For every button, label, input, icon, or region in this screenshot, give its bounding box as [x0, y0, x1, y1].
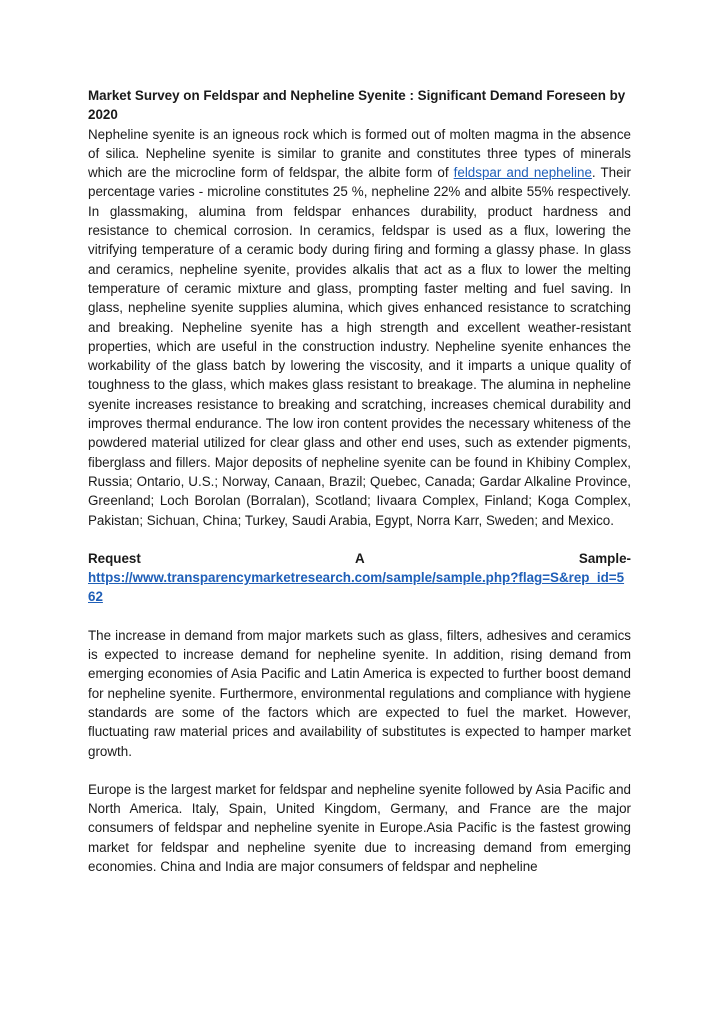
- document-title: Market Survey on Feldspar and Nepheline Syenite : Significant Demand Foreseen by 2020: [88, 88, 626, 123]
- intro-text-before-link: Nepheline syenite is an igneous rock which is formed out of molten magma in the absence of silica. Nepheline syenite is similar to granite and constitutes three types of minerals which are the microcline form of feldspar, the albite form of: [88, 126, 631, 181]
- paragraph-gap: [88, 530, 631, 549]
- paragraph-gap: [88, 761, 631, 780]
- document-page: [88, 86, 631, 876]
- intro-text-after-link: . Their percentage varies - microline constitutes 25 %, nepheline 22% and albite 55% respectively. In glassmaking, alumina from feldspar enhances durability, product hardness and resistance to chemical corrosion. In ceramics, feldspar is used as a flux, lowering the vitrifying temperature of a ceramic body during firing and forming a glassy phase. In glass and ceramics, nepheline syenite, provides alkalis that act as a flux to lower the melting temperature of ceramic mixture and glass, prompting faster melting and fuel saving. In glass, nepheline syenite supplies alumina, which gives enhanced resistance to scratching and breaking. Nepheline syenite has a high strength and excellent weather-resistant properties, which are useful in the construction industry. Nepheline syenite enhances the workability of the glass batch by lowering the viscosity, and it imparts a unique quality of toughness to the glass, which makes glass resistant to breakage. The alumina in nepheline syenite increases resistance to breaking and scratching, increases chemical durability and improves thermal endurance. The low iron content provides the necessary whiteness of the powdered material utilized for clear glass and other end uses, such as extender pigments, fiberglass and fillers. Major deposits of nepheline syenite can be found in Khibiny Complex, Russia; Ontario, U.S.; Norway, Canaan, Brazil; Quebec, Canada; Gardar Alkaline Province, Greenland; Loch Borolan (Borralan), Scotland; Iivaara Complex, Finland; Koga Complex, Pakistan; Sichuan, China; Turkey, Saudi Arabia, Egypt, Norra Karr, Sweden; and Mexico.: [88, 165, 631, 528]
- intro-paragraph: [88, 125, 631, 530]
- regional-market-paragraph: Europe is the largest market for feldspar and nepheline syenite followed by Asia Pacific and North America. Italy, Spain, United Kingdom, Germany, and France are the major consumers of feldspar and nepheline syenite in Europe.Asia Pacific is the fastest growing market for feldspar and nepheline syenite due to increasing demand from emerging economies. China and India are major consumers of feldspar and nepheline: [88, 781, 631, 874]
- feldspar-nepheline-link[interactable]: feldspar and nepheline: [453, 165, 592, 181]
- paragraph-gap: [88, 607, 631, 626]
- request-word: Request: [88, 550, 141, 566]
- demand-paragraph: The increase in demand from major markets such as glass, filters, adhesives and ceramics is expected to increase demand for nepheline syenite. In addition, rising demand from emerging economies of Asia Pacific and Latin America is expected to further boost demand for nepheline syenite. Furthermore, environmental regulations and compliance with hygiene standards are some of the factors which are expected to fuel the market. However, fluctuating raw material prices and availability of substitutes is expected to hamper market growth.: [88, 627, 631, 759]
- request-sample-line: [88, 549, 631, 568]
- sample-request-link[interactable]: https://www.transparencymarketresearch.com/sample/sample.php?flag=S&rep_id=562: [88, 570, 625, 605]
- a-word: A: [355, 550, 365, 566]
- sample-word: Sample-: [578, 550, 631, 566]
